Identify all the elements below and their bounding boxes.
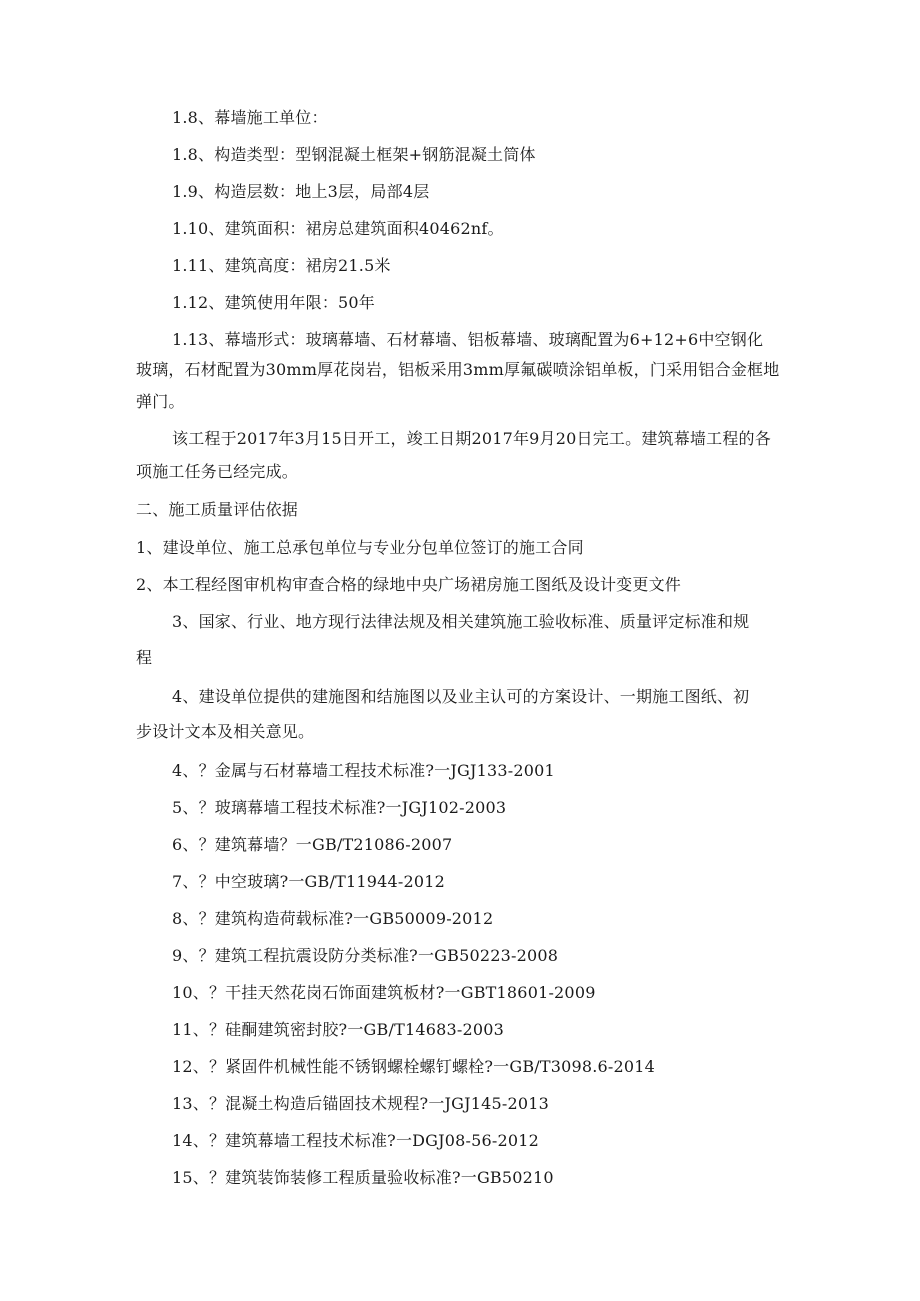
text-line: 1.12、建筑使用年限：50年: [172, 293, 375, 312]
text-line: 程: [136, 648, 153, 667]
section-heading: 二、施工质量评估依据: [136, 500, 299, 519]
list-item: 11、？硅酮建筑密封胶?一GB/T14683-2003: [172, 1020, 504, 1039]
list-item: 7、？中空玻璃?一GB/T11944-2012: [172, 872, 445, 891]
text-line: 步设计文本及相关意见。: [136, 722, 315, 741]
list-item: 8、？建筑构造荷载标准?一GB50009-2012: [172, 909, 494, 928]
list-item: 6、？建筑幕墙？一GB/T21086-2007: [172, 835, 453, 854]
text-line: 1、建设单位、施工总承包单位与专业分包单位签订的施工合同: [136, 538, 584, 557]
list-item: 4、？金属与石材幕墙工程技术标准?一JGJ133-2001: [172, 761, 555, 780]
text-line: 2、本工程经图审机构审查合格的绿地中央广场裙房施工图纸及设计变更文件: [136, 575, 681, 594]
text-line: 1.8、构造类型：型钢混凝土框架+钢筋混凝土筒体: [172, 145, 536, 164]
text-line: 1.8、幕墙施工单位：: [172, 108, 328, 127]
list-item: 5、？玻璃幕墙工程技术标准?一JGJ102-2003: [172, 798, 507, 817]
text-line: 1.10、建筑面积：裙房总建筑面积40462nf。: [172, 219, 504, 238]
text-line: 项施工任务已经完成。: [136, 462, 299, 481]
text-line: 该工程于2017年3月15日开工，竣工日期2017年9月20日完工。建筑幕墙工程的各: [172, 429, 771, 448]
text-line: 1.11、建筑高度：裙房21.5米: [172, 256, 391, 275]
list-item: 10、？干挂天然花岗石饰面建筑板材?一GBT18601-2009: [172, 983, 596, 1002]
list-item: 15、？建筑装饰装修工程质量验收标准?一GB50210: [172, 1168, 554, 1187]
list-item: 13、？混凝土构造后锚固技术规程?一JGJ145-2013: [172, 1094, 550, 1113]
text-line: 1.9、构造层数：地上3层，局部4层: [172, 182, 430, 201]
text-line: 1.13、幕墙形式：玻璃幕墙、石材幕墙、铝板幕墙、玻璃配置为6+12+6中空钢化: [172, 330, 764, 349]
text-line: 玻璃，石材配置为30mm厚花岗岩，铝板采用3mm厚氟碳喷涂铝单板，门采用铝合金框地: [136, 360, 780, 379]
text-line: 3、国家、行业、地方现行法律法规及相关建筑施工验收标准、质量评定标准和规: [172, 612, 750, 631]
text-line: 弹门。: [136, 392, 185, 411]
list-item: 14、？建筑幕墙工程技术标准?一DGJ08-56-2012: [172, 1131, 540, 1150]
text-line: 4、建设单位提供的建施图和结施图以及业主认可的方案设计、一期施工图纸、初: [172, 687, 750, 706]
list-item: 9、？建筑工程抗震设防分类标准?一GB50223-2008: [172, 946, 559, 965]
list-item: 12、？紧固件机械性能不锈钢螺栓螺钉螺栓?一GB/T3098.6-2014: [172, 1057, 656, 1076]
